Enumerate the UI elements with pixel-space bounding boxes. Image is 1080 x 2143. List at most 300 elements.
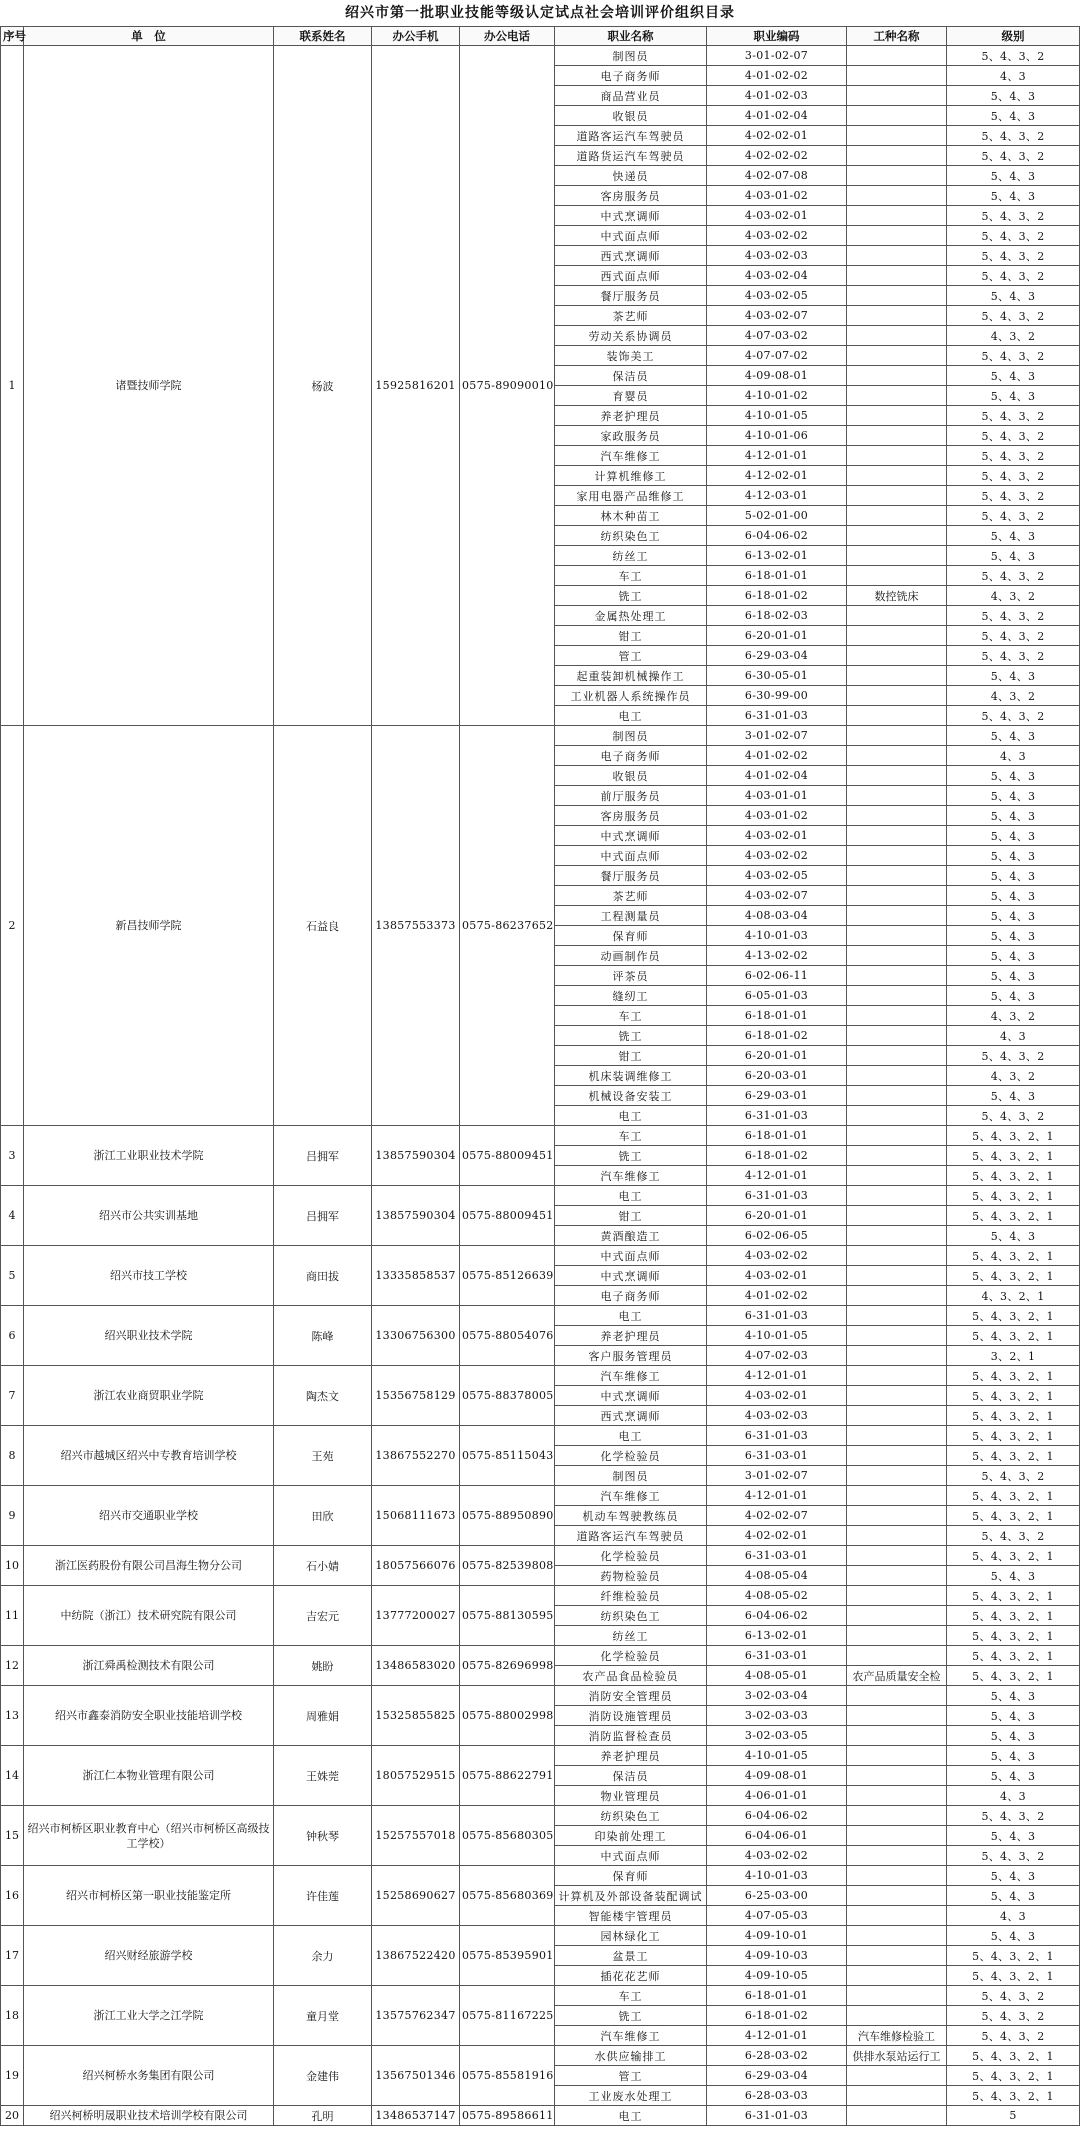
phone-cell: 0575-89586611 (460, 2106, 555, 2126)
job-type-cell (847, 326, 947, 346)
code-cell: 4-03-02-05 (707, 286, 847, 306)
job-type-cell (847, 1446, 947, 1466)
job-type-cell (847, 366, 947, 386)
contact-cell: 杨波 (274, 46, 372, 726)
occupation-cell: 中式烹调师 (555, 826, 707, 846)
occupation-cell: 化学检验员 (555, 1646, 707, 1666)
level-cell: 5、4、3、2、1 (947, 1946, 1080, 1966)
job-type-cell (847, 1606, 947, 1626)
level-cell: 5、4、3 (947, 1886, 1080, 1906)
job-type-cell (847, 1086, 947, 1106)
contact-cell: 孔明 (274, 2106, 372, 2126)
job-type-cell (847, 306, 947, 326)
level-cell: 5、4、3、2 (947, 486, 1080, 506)
code-cell: 4-13-02-02 (707, 946, 847, 966)
occupation-cell: 印染前处理工 (555, 1826, 707, 1846)
level-cell: 5、4、3、2、1 (947, 1326, 1080, 1346)
level-cell: 5、4、3 (947, 86, 1080, 106)
level-cell: 5、4、3 (947, 1866, 1080, 1886)
job-type-cell (847, 186, 947, 206)
job-type-cell (847, 986, 947, 1006)
occupation-cell: 钳工 (555, 1046, 707, 1066)
level-cell: 5、4、3、2、1 (947, 1306, 1080, 1326)
occupation-cell: 汽车维修工 (555, 446, 707, 466)
code-cell: 3-02-03-05 (707, 1726, 847, 1746)
level-cell: 5、4、3 (947, 1686, 1080, 1706)
code-cell: 4-02-07-08 (707, 166, 847, 186)
table-row (1, 1486, 1080, 1506)
level-cell: 5、4、3、2 (947, 2026, 1080, 2046)
job-type-cell (847, 706, 947, 726)
occupation-cell: 汽车维修工 (555, 2026, 707, 2046)
job-type-cell (847, 106, 947, 126)
header-row (1, 27, 1080, 46)
job-type-cell (847, 146, 947, 166)
level-cell: 5、4、3、2、1 (947, 1386, 1080, 1406)
phone-cell: 0575-85115043 (460, 1426, 555, 1486)
code-cell: 6-20-01-01 (707, 1046, 847, 1066)
level-cell: 5、4、3、2、1 (947, 1266, 1080, 1286)
code-cell: 4-10-01-05 (707, 1326, 847, 1346)
job-type-cell (847, 1526, 947, 1546)
level-cell: 4、3、2 (947, 326, 1080, 346)
level-cell: 5、4、3 (947, 526, 1080, 546)
level-cell: 5、4、3、2 (947, 1526, 1080, 1546)
job-type-cell (847, 1346, 947, 1366)
occupation-cell: 电工 (555, 1186, 707, 1206)
level-cell: 5、4、3 (947, 166, 1080, 186)
level-cell: 5、4、3、2 (947, 1466, 1080, 1486)
level-cell: 5、4、3、2 (947, 306, 1080, 326)
occupation-cell: 铣工 (555, 1026, 707, 1046)
column-header-index: 序号 (1, 27, 24, 46)
occupation-cell: 铣工 (555, 1146, 707, 1166)
level-cell: 3、2、1 (947, 1346, 1080, 1366)
unit-cell: 新昌技师学院 (24, 726, 274, 1126)
code-cell: 6-18-01-02 (707, 586, 847, 606)
contact-cell: 吕拥军 (274, 1186, 372, 1246)
occupation-cell: 钳工 (555, 626, 707, 646)
code-cell: 4-03-02-07 (707, 886, 847, 906)
job-type-cell (847, 606, 947, 626)
unit-cell: 诸暨技师学院 (24, 46, 274, 726)
job-type-cell (847, 1366, 947, 1386)
occupation-cell: 林木种苗工 (555, 506, 707, 526)
mobile-cell: 13857553373 (372, 726, 460, 1126)
occupation-cell: 劳动关系协调员 (555, 326, 707, 346)
index-cell: 4 (1, 1186, 24, 1246)
code-cell: 6-31-01-03 (707, 1306, 847, 1326)
code-cell: 4-03-02-03 (707, 246, 847, 266)
code-cell: 4-03-02-04 (707, 266, 847, 286)
code-cell: 4-01-02-04 (707, 766, 847, 786)
level-cell: 5、4、3、2 (947, 266, 1080, 286)
occupation-cell: 金属热处理工 (555, 606, 707, 626)
code-cell: 6-18-01-02 (707, 2006, 847, 2026)
level-cell: 5、4、3、2、1 (947, 1626, 1080, 1646)
occupation-cell: 茶艺师 (555, 306, 707, 326)
mobile-cell: 13486583020 (372, 1646, 460, 1686)
job-type-cell (847, 246, 947, 266)
occupation-cell: 商品营业员 (555, 86, 707, 106)
unit-cell: 绍兴市公共实训基地 (24, 1186, 274, 1246)
code-cell: 6-31-03-01 (707, 1546, 847, 1566)
occupation-cell: 水供应输排工 (555, 2046, 707, 2066)
phone-cell: 0575-85126639 (460, 1246, 555, 1306)
occupation-cell: 车工 (555, 566, 707, 586)
code-cell: 6-18-01-02 (707, 1146, 847, 1166)
code-cell: 6-31-01-03 (707, 1186, 847, 1206)
code-cell: 6-04-06-02 (707, 526, 847, 546)
code-cell: 5-02-01-00 (707, 506, 847, 526)
job-type-cell (847, 506, 947, 526)
job-type-cell (847, 1046, 947, 1066)
code-cell: 4-07-03-02 (707, 326, 847, 346)
occupation-cell: 育婴员 (555, 386, 707, 406)
job-type-cell (847, 1386, 947, 1406)
level-cell: 4、3、2 (947, 1066, 1080, 1086)
table-row (1, 2106, 1080, 2126)
code-cell: 4-10-01-03 (707, 1866, 847, 1886)
phone-cell: 0575-85680369 (460, 1866, 555, 1926)
job-type-cell (847, 966, 947, 986)
phone-cell: 0575-85680305 (460, 1806, 555, 1866)
phone-cell: 0575-81167225 (460, 1986, 555, 2046)
level-cell: 5、4、3、2、1 (947, 2066, 1080, 2086)
job-type-cell (847, 1546, 947, 1566)
contact-cell: 余力 (274, 1926, 372, 1986)
job-type-cell (847, 826, 947, 846)
level-cell: 5、4、3、2 (947, 226, 1080, 246)
job-type-cell (847, 1506, 947, 1526)
mobile-cell: 13867552270 (372, 1426, 460, 1486)
occupation-cell: 评茶员 (555, 966, 707, 986)
code-cell: 4-03-02-02 (707, 226, 847, 246)
occupation-cell: 机动车驾驶教练员 (555, 1506, 707, 1526)
job-type-cell (847, 1166, 947, 1186)
occupation-cell: 计算机维修工 (555, 466, 707, 486)
code-cell: 4-08-03-04 (707, 906, 847, 926)
code-cell: 4-03-01-01 (707, 786, 847, 806)
code-cell: 4-01-02-02 (707, 66, 847, 86)
index-cell: 20 (1, 2106, 24, 2126)
level-cell: 5、4、3 (947, 1926, 1080, 1946)
occupation-cell: 餐厅服务员 (555, 286, 707, 306)
occupation-cell: 电工 (555, 706, 707, 726)
code-cell: 4-10-01-05 (707, 406, 847, 426)
occupation-cell: 铣工 (555, 586, 707, 606)
code-cell: 4-03-01-02 (707, 186, 847, 206)
code-cell: 4-10-01-02 (707, 386, 847, 406)
unit-cell: 绍兴市越城区绍兴中专教育培训学校 (24, 1426, 274, 1486)
index-cell: 13 (1, 1686, 24, 1746)
index-cell: 9 (1, 1486, 24, 1546)
code-cell: 3-01-02-07 (707, 1466, 847, 1486)
job-type-cell: 汽车维修检验工 (847, 2026, 947, 2046)
job-type-cell (847, 1466, 947, 1486)
code-cell: 6-31-03-01 (707, 1646, 847, 1666)
job-type-cell (847, 466, 947, 486)
code-cell: 6-18-01-01 (707, 1986, 847, 2006)
job-type-cell (847, 666, 947, 686)
table-row (1, 2046, 1080, 2066)
job-type-cell (847, 1806, 947, 1826)
job-type-cell (847, 2086, 947, 2106)
code-cell: 6-31-01-03 (707, 1426, 847, 1446)
unit-cell: 绍兴市柯桥区职业教育中心（绍兴市柯桥区高级技工学校） (24, 1806, 274, 1866)
unit-cell: 绍兴柯桥水务集团有限公司 (24, 2046, 274, 2106)
job-type-cell: 数控铣床 (847, 586, 947, 606)
mobile-cell: 13857590304 (372, 1126, 460, 1186)
contact-cell: 陶杰文 (274, 1366, 372, 1426)
index-cell: 15 (1, 1806, 24, 1866)
level-cell: 5、4、3、2 (947, 1846, 1080, 1866)
occupation-cell: 纤维检验员 (555, 1586, 707, 1606)
table-row (1, 1126, 1080, 1146)
occupation-cell: 智能楼宇管理员 (555, 1906, 707, 1926)
level-cell: 5、4、3、2、1 (947, 1406, 1080, 1426)
table-row (1, 1986, 1080, 2006)
occupation-cell: 工程测量员 (555, 906, 707, 926)
job-type-cell (847, 206, 947, 226)
occupation-cell: 车工 (555, 1986, 707, 2006)
level-cell: 5、4、3 (947, 1226, 1080, 1246)
occupation-cell: 动画制作员 (555, 946, 707, 966)
level-cell: 5、4、3、2 (947, 2006, 1080, 2026)
table-row (1, 46, 1080, 66)
occupation-cell: 电工 (555, 1306, 707, 1326)
occupation-cell: 装饰美工 (555, 346, 707, 366)
index-cell: 14 (1, 1746, 24, 1806)
occupation-cell: 制图员 (555, 726, 707, 746)
code-cell: 6-13-02-01 (707, 546, 847, 566)
level-cell: 5、4、3、2、1 (947, 1446, 1080, 1466)
job-type-cell (847, 1266, 947, 1286)
level-cell: 5、4、3、2 (947, 126, 1080, 146)
unit-cell: 浙江工业大学之江学院 (24, 1986, 274, 2046)
mobile-cell: 13335858537 (372, 1246, 460, 1306)
occupation-cell: 起重装卸机械操作工 (555, 666, 707, 686)
job-type-cell (847, 1946, 947, 1966)
phone-cell: 0575-86237652 (460, 726, 555, 1126)
code-cell: 6-30-99-00 (707, 686, 847, 706)
job-type-cell (847, 1746, 947, 1766)
level-cell: 5、4、3 (947, 726, 1080, 746)
unit-cell: 绍兴柯桥明晟职业技术培训学校有限公司 (24, 2106, 274, 2126)
table-row (1, 1746, 1080, 1766)
level-cell: 4、3 (947, 1786, 1080, 1806)
level-cell: 5、4、3、2、1 (947, 1146, 1080, 1166)
job-type-cell (847, 1186, 947, 1206)
index-cell: 7 (1, 1366, 24, 1426)
table-row (1, 1366, 1080, 1386)
code-cell: 4-09-08-01 (707, 366, 847, 386)
level-cell: 5、4、3、2 (947, 706, 1080, 726)
job-type-cell (847, 1126, 947, 1146)
level-cell: 5、4、3、2、1 (947, 1246, 1080, 1266)
code-cell: 4-03-02-01 (707, 826, 847, 846)
job-type-cell (847, 286, 947, 306)
level-cell: 5、4、3、2 (947, 406, 1080, 426)
phone-cell: 0575-88009451 (460, 1126, 555, 1186)
job-type-cell (847, 1626, 947, 1646)
job-type-cell (847, 66, 947, 86)
unit-cell: 绍兴市技工学校 (24, 1246, 274, 1306)
job-type-cell (847, 746, 947, 766)
job-type-cell (847, 2006, 947, 2026)
code-cell: 4-03-02-02 (707, 846, 847, 866)
occupation-cell: 中式烹调师 (555, 206, 707, 226)
occupation-cell: 纺丝工 (555, 546, 707, 566)
occupation-cell: 车工 (555, 1126, 707, 1146)
job-type-cell (847, 446, 947, 466)
level-cell: 5、4、3、2、1 (947, 1586, 1080, 1606)
code-cell: 4-08-05-02 (707, 1586, 847, 1606)
code-cell: 6-02-06-05 (707, 1226, 847, 1246)
occupation-cell: 化学检验员 (555, 1446, 707, 1466)
mobile-cell: 15257557018 (372, 1806, 460, 1866)
mobile-cell: 15325855825 (372, 1686, 460, 1746)
occupation-cell: 前厅服务员 (555, 786, 707, 806)
index-cell: 18 (1, 1986, 24, 2046)
job-type-cell (847, 1986, 947, 2006)
occupation-cell: 电子商务师 (555, 746, 707, 766)
occupation-cell: 物业管理员 (555, 1786, 707, 1806)
code-cell: 4-03-02-03 (707, 1406, 847, 1426)
job-type-cell (847, 2106, 947, 2126)
code-cell: 6-28-03-03 (707, 2086, 847, 2106)
code-cell: 4-01-02-04 (707, 106, 847, 126)
occupation-cell: 家用电器产品维修工 (555, 486, 707, 506)
level-cell: 5、4、3 (947, 1746, 1080, 1766)
job-type-cell (847, 1106, 947, 1126)
mobile-cell: 15068111673 (372, 1486, 460, 1546)
occupation-cell: 工业机器人系统操作员 (555, 686, 707, 706)
level-cell: 5、4、3 (947, 826, 1080, 846)
occupation-cell: 车工 (555, 1006, 707, 1026)
job-type-cell (847, 1026, 947, 1046)
code-cell: 6-28-03-02 (707, 2046, 847, 2066)
column-header-level: 级别 (947, 27, 1080, 46)
occupation-cell: 餐厅服务员 (555, 866, 707, 886)
level-cell: 5、4、3 (947, 886, 1080, 906)
occupation-cell: 插花花艺师 (555, 1966, 707, 1986)
job-type-cell (847, 1306, 947, 1326)
level-cell: 5、4、3、2 (947, 626, 1080, 646)
level-cell: 5、4、3、2 (947, 146, 1080, 166)
occupation-cell: 西式烹调师 (555, 1406, 707, 1426)
code-cell: 4-03-02-07 (707, 306, 847, 326)
job-type-cell (847, 1846, 947, 1866)
occupation-cell: 客户服务管理员 (555, 1346, 707, 1366)
table-row (1, 1546, 1080, 1566)
occupation-cell: 管工 (555, 2066, 707, 2086)
job-type-cell (847, 1486, 947, 1506)
occupation-cell: 管工 (555, 646, 707, 666)
contact-cell: 吉宏元 (274, 1586, 372, 1646)
occupation-cell: 消防安全管理员 (555, 1686, 707, 1706)
code-cell: 4-08-05-01 (707, 1666, 847, 1686)
code-cell: 4-03-02-01 (707, 206, 847, 226)
table-row (1, 1926, 1080, 1946)
level-cell: 4、3 (947, 1906, 1080, 1926)
code-cell: 3-02-03-03 (707, 1706, 847, 1726)
code-cell: 4-07-07-02 (707, 346, 847, 366)
phone-cell: 0575-89090010 (460, 46, 555, 726)
phone-cell: 0575-88130595 (460, 1586, 555, 1646)
code-cell: 4-09-08-01 (707, 1766, 847, 1786)
level-cell: 5、4、3、2、1 (947, 1666, 1080, 1686)
occupation-cell: 制图员 (555, 1466, 707, 1486)
unit-cell: 绍兴市交通职业学校 (24, 1486, 274, 1546)
occupation-cell: 消防监督检查员 (555, 1726, 707, 1746)
job-type-cell (847, 946, 947, 966)
occupation-cell: 纺织染色工 (555, 1806, 707, 1826)
mobile-cell: 13857590304 (372, 1186, 460, 1246)
occupation-cell: 工业废水处理工 (555, 2086, 707, 2106)
contact-cell: 石小婧 (274, 1546, 372, 1586)
job-type-cell (847, 866, 947, 886)
occupation-cell: 汽车维修工 (555, 1166, 707, 1186)
occupation-cell: 客房服务员 (555, 806, 707, 826)
table-row (1, 1866, 1080, 1886)
level-cell: 5、4、3 (947, 946, 1080, 966)
level-cell: 5、4、3、2 (947, 566, 1080, 586)
occupation-cell: 道路客运汽车驾驶员 (555, 1526, 707, 1546)
contact-cell: 王苑 (274, 1426, 372, 1486)
level-cell: 5、4、3 (947, 926, 1080, 946)
job-type-cell (847, 1566, 947, 1586)
phone-cell: 0575-85395901 (460, 1926, 555, 1986)
code-cell: 4-12-02-01 (707, 466, 847, 486)
code-cell: 4-12-01-01 (707, 1486, 847, 1506)
occupation-cell: 中式面点师 (555, 1246, 707, 1266)
occupation-cell: 客房服务员 (555, 186, 707, 206)
code-cell: 4-07-05-03 (707, 1906, 847, 1926)
contact-cell: 许佳莲 (274, 1866, 372, 1926)
level-cell: 5、4、3、2 (947, 466, 1080, 486)
level-cell: 5、4、3、2 (947, 1986, 1080, 2006)
occupation-cell: 保洁员 (555, 1766, 707, 1786)
mobile-cell: 13777200027 (372, 1586, 460, 1646)
level-cell: 5、4、3 (947, 1766, 1080, 1786)
code-cell: 4-02-02-01 (707, 126, 847, 146)
unit-cell: 浙江舜禹检测技术有限公司 (24, 1646, 274, 1686)
index-cell: 10 (1, 1546, 24, 1586)
occupation-cell: 保育师 (555, 926, 707, 946)
code-cell: 6-04-06-02 (707, 1806, 847, 1826)
job-type-cell (847, 266, 947, 286)
job-type-cell (847, 86, 947, 106)
level-cell: 5、4、3 (947, 1706, 1080, 1726)
occupation-cell: 缝纫工 (555, 986, 707, 1006)
job-type-cell (847, 786, 947, 806)
mobile-cell: 18057529515 (372, 1746, 460, 1806)
mobile-cell: 13575762347 (372, 1986, 460, 2046)
code-cell: 4-03-02-02 (707, 1846, 847, 1866)
occupation-cell: 电工 (555, 1106, 707, 1126)
occupation-cell: 中式面点师 (555, 226, 707, 246)
column-header-unit: 单 位 (24, 27, 274, 46)
code-cell: 4-12-01-01 (707, 1166, 847, 1186)
level-cell: 5、4、3、2 (947, 206, 1080, 226)
job-type-cell (847, 166, 947, 186)
occupation-cell: 电子商务师 (555, 66, 707, 86)
job-type-cell: 供排水泵站运行工 (847, 2046, 947, 2066)
level-cell: 5、4、3 (947, 106, 1080, 126)
unit-cell: 中纺院（浙江）技术研究院有限公司 (24, 1586, 274, 1646)
job-type-cell (847, 1706, 947, 1726)
